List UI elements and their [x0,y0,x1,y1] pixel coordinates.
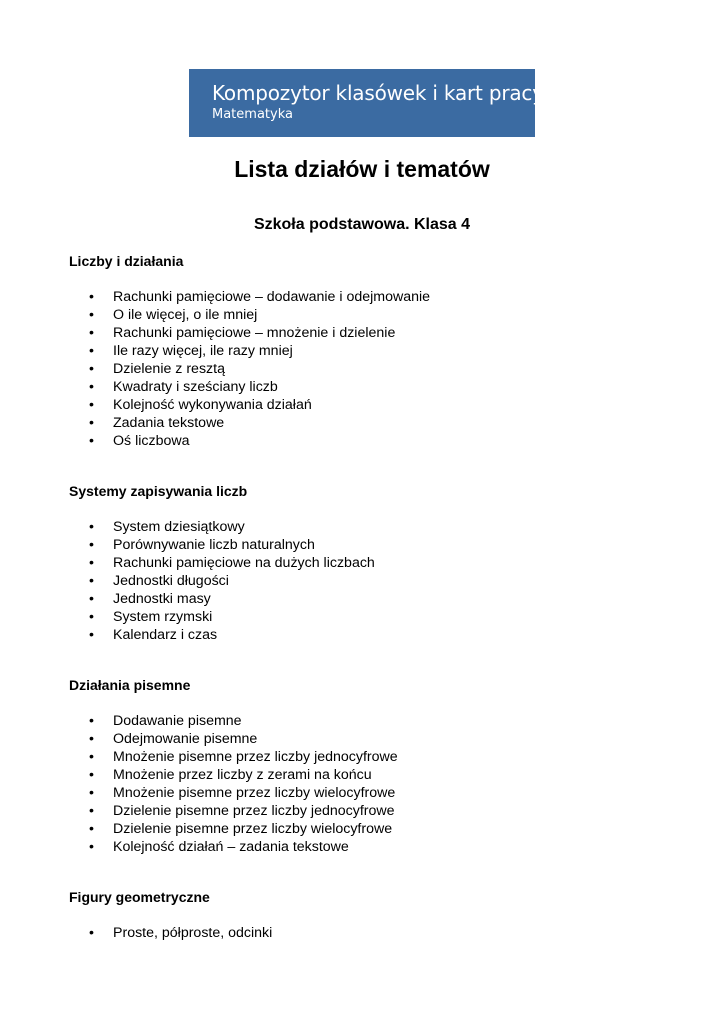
section-liczby-i-dzialania [69,252,689,450]
list-item [69,784,689,802]
list-item [69,324,689,342]
list-item [69,748,689,766]
list-item [69,802,689,820]
bullet-icon: • [89,555,94,571]
bullet-icon: • [89,785,94,801]
bullet-icon: • [89,325,94,341]
bullet-icon: • [89,361,94,377]
list-item [69,924,689,942]
bullet-icon: • [89,537,94,553]
bullet-icon: • [89,627,94,643]
header-banner [189,69,544,137]
section-heading: Liczby i działania [69,253,184,269]
list-item-label: Mnożenie pisemne przez liczby wielocyfrowe [113,785,396,801]
list-item [69,820,689,838]
list-item-label: Dzielenie z resztą [113,361,225,377]
page-title: Lista działów i tematów [234,156,490,182]
list-item-label: System dziesiątkowy [113,519,245,535]
bullet-icon: • [89,713,94,729]
list-item-label: Dzielenie pisemne przez liczby jednocyfrowe [113,803,395,819]
list-item [69,626,689,644]
list-item-label: Rachunki pamięciowe – dodawanie i odejmowanie [113,289,431,305]
list-item [69,572,689,590]
section-heading: Działania pisemne [69,677,191,693]
topic-list [69,924,689,942]
section-dzialania-pisemne [69,676,689,856]
bullet-icon: • [89,289,94,305]
list-item [69,414,689,432]
list-item-label: Dzielenie pisemne przez liczby wielocyfrowe [113,821,393,837]
list-item-label: Odejmowanie pisemne [113,731,258,747]
list-item [69,838,689,856]
topic-list [69,712,689,856]
list-item-label: Proste, półproste, odcinki [113,925,273,941]
bullet-icon: • [89,609,94,625]
section-systemy-zapisywania-liczb [69,482,689,644]
list-item-label: Rachunki pamięciowe na dużych liczbach [113,555,375,571]
list-item-label: Kalendarz i czas [113,627,218,643]
list-item-label: O ile więcej, o ile mniej [113,307,258,323]
list-item-label: Zadania tekstowe [113,415,225,431]
list-item-label: System rzymski [113,609,213,625]
list-item [69,432,689,450]
bullet-icon: • [89,397,94,413]
list-item [69,378,689,396]
topic-list [69,288,689,450]
bullet-icon: • [89,803,94,819]
list-item-label: Jednostki masy [113,591,211,607]
topic-list [69,518,689,644]
list-item-label: Rachunki pamięciowe – mnożenie i dzielenie [113,325,396,341]
bullet-icon: • [89,519,94,535]
bullet-icon: • [89,343,94,359]
list-item-label: Mnożenie pisemne przez liczby jednocyfrowe [113,749,398,765]
bullet-icon: • [89,925,94,941]
bullet-icon: • [89,821,94,837]
list-item-label: Oś liczbowa [113,433,190,449]
section-heading: Figury geometryczne [69,889,210,905]
list-item [69,608,689,626]
list-item-label: Mnożenie przez liczby z zerami na końcu [113,767,372,783]
list-item [69,288,689,306]
page-subtitle: Szkoła podstawowa. Klasa 4 [253,216,471,233]
list-item [69,766,689,784]
bullet-icon: • [89,749,94,765]
list-item [69,730,689,748]
list-item [69,712,689,730]
list-item [69,342,689,360]
bullet-icon: • [89,433,94,449]
list-item [69,396,689,414]
bullet-icon: • [89,415,94,431]
list-item [69,518,689,536]
list-item-label: Dodawanie pisemne [113,713,242,729]
bullet-icon: • [89,591,94,607]
list-item-label: Kolejność działań – zadania tekstowe [113,839,349,855]
list-item [69,554,689,572]
list-item-label: Kolejność wykonywania działań [113,397,312,413]
banner-title: Kompozytor klasówek i kart pracy [212,81,544,105]
list-item [69,590,689,608]
banner-subtitle: Matematyka [212,107,293,122]
bullet-icon: • [89,839,94,855]
list-item-label: Ile razy więcej, ile razy mniej [113,343,293,359]
list-item [69,306,689,324]
bullet-icon: • [89,379,94,395]
list-item-label: Porównywanie liczb naturalnych [113,537,315,553]
list-item [69,360,689,378]
bullet-icon: • [89,307,94,323]
list-item [69,536,689,554]
bullet-icon: • [89,731,94,747]
section-figury-geometryczne [69,888,689,942]
list-item-label: Jednostki długości [113,573,229,589]
bullet-icon: • [89,767,94,783]
list-item-label: Kwadraty i sześciany liczb [113,379,278,395]
section-heading: Systemy zapisywania liczb [69,483,248,499]
bullet-icon: • [89,573,94,589]
